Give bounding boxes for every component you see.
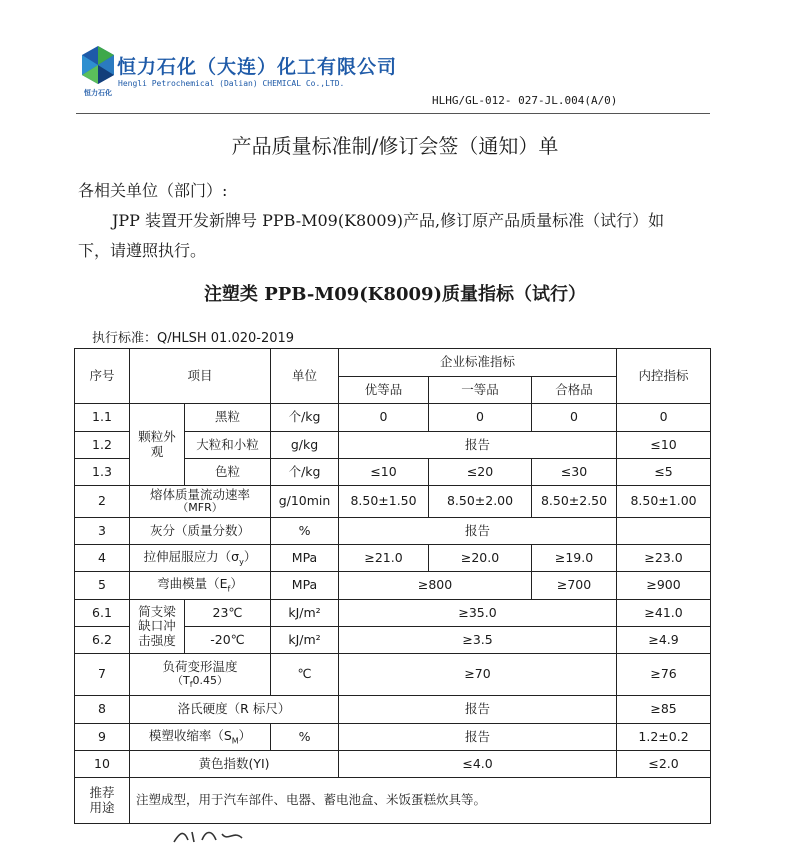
cell-internal: ≥23.0 [617,545,711,572]
logo-small-text: 恒力石化 [84,89,112,97]
cell-qualified: ≥19.0 [532,545,617,572]
cell-unit: 个/kg [271,459,339,486]
cell-usage-text: 注塑成型，用于汽车部件、电器、蓄电池盒、米饭蛋糕炊具等。 [130,778,711,824]
table-row [75,486,711,518]
cell-no: 9 [75,724,130,751]
item-subscript: y [239,557,244,567]
quality-table [74,348,711,824]
cell-no: 6.1 [75,600,130,627]
cell-unit: kJ/m² [271,627,339,654]
item-line-1: 熔体质量流动速率 [150,486,251,502]
header-first: 一等品 [429,377,532,404]
greeting: 各相关单位（部门）: [78,181,228,200]
cell-temp: 23℃ [185,600,271,627]
cell-first: 8.50±2.00 [429,486,532,518]
handwritten-signature [172,828,252,844]
item-text: 拉伸屈服应力（σ [143,548,240,564]
item-text-end: ） [238,727,252,743]
table-row [75,696,711,724]
cell-unit: g/kg [271,432,339,459]
cell-unit: g/10min [271,486,339,518]
cell-enterprise: ≥35.0 [339,600,617,627]
cell-enterprise: 报告 [339,696,617,724]
cell-enterprise: 报告 [339,432,617,459]
cell-usage-label [75,778,130,824]
cell-superior: 0 [339,404,429,432]
cell-item: 灰分（质量分数） [130,518,271,545]
cell-group [130,600,185,654]
cell-superior: ≤10 [339,459,429,486]
cell-internal: 1.2±0.2 [617,724,711,751]
cell-no: 5 [75,572,130,600]
page-title: 产品质量标准制/修订会签（通知）单 [231,134,559,158]
cell-no: 2 [75,486,130,518]
cell-unit: % [271,518,339,545]
cell-no: 7 [75,654,130,696]
item-line-2a: （T [171,673,190,687]
cell-qualified: 8.50±2.50 [532,486,617,518]
cell-internal: 0 [617,404,711,432]
cell-unit: 个/kg [271,404,339,432]
header-enterprise: 企业标准指标 [339,349,617,377]
cell-first: 0 [429,404,532,432]
table-row [75,518,711,545]
company-name-en: Hengli Petrochemical (Dalian) CHEMICAL Co.,LTD. [118,79,345,88]
table-row [75,572,711,600]
table-row [75,404,711,432]
company-name-cn: 恒力石化（大连）化工有限公司 [117,56,398,78]
cell-group [130,404,185,486]
cell-qualified: ≤30 [532,459,617,486]
cell-internal: ≥41.0 [617,600,711,627]
cell-no: 1.2 [75,432,130,459]
table-row [75,724,711,751]
cell-internal: 8.50±1.00 [617,486,711,518]
item-line-2 [130,675,270,689]
cell-item: 黄色指数(YI) [130,751,339,778]
table-row [75,751,711,778]
cell-enterprise: 报告 [339,518,617,545]
cell-enterprise: ≥70 [339,654,617,696]
cell-unit: ℃ [271,654,339,696]
cell-first: ≤20 [429,459,532,486]
item-text: 弯曲模量（E [157,576,228,592]
cell-no: 1.3 [75,459,130,486]
cell-internal: ≥85 [617,696,711,724]
cell-qualified: 0 [532,404,617,432]
cell-item: 色粒 [185,459,271,486]
item-line-2b: 0.45） [192,673,229,687]
cell-unit: MPa [271,545,339,572]
cell-no: 8 [75,696,130,724]
table-row [75,654,711,696]
cell-temp: -20℃ [185,627,271,654]
cell-internal: ≤2.0 [617,751,711,778]
header-superior: 优等品 [339,377,429,404]
table-row [75,600,711,627]
group-label: 简支梁缺口冲击强度 [138,603,176,648]
cell-enterprise: ≥3.5 [339,627,617,654]
item-text-end: ） [243,548,257,564]
header-unit: 单位 [271,349,339,404]
cell-item [130,486,271,518]
cell-no: 1.1 [75,404,130,432]
cell-internal [617,518,711,545]
cell-item: 大粒和小粒 [185,432,271,459]
cell-superior-first: ≥800 [339,572,532,600]
cell-no: 10 [75,751,130,778]
cell-first: ≥20.0 [429,545,532,572]
item-subscript: f [189,679,193,689]
cell-item [130,654,271,696]
item-text-end: ） [230,576,243,592]
cell-enterprise: 报告 [339,724,617,751]
cell-item [130,724,271,751]
header-divider [76,113,710,114]
cell-item: 黑粒 [185,404,271,432]
table-row [75,545,711,572]
cell-item: 洛氏硬度（R 标尺） [130,696,339,724]
item-subscript: f [227,584,231,594]
cell-superior: 8.50±1.50 [339,486,429,518]
usage-label: 推荐用途 [89,785,115,815]
cell-unit: kJ/m² [271,600,339,627]
cell-superior: ≥21.0 [339,545,429,572]
cell-no: 6.2 [75,627,130,654]
body-line-1: JPP 装置开发新牌号 PPB-M09(K8009)产品,修订原产品质量标准（试行）如 [112,211,665,230]
standard-number: 执行标准：Q/HLSH 01.020-2019 [92,331,295,346]
item-subscript: M [231,736,239,746]
cell-item [130,545,271,572]
cell-internal: ≤10 [617,432,711,459]
header-qualified: 合格品 [532,377,617,404]
cell-unit: MPa [271,572,339,600]
cell-internal: ≥76 [617,654,711,696]
cell-enterprise: ≤4.0 [339,751,617,778]
item-line-2: （MFR） [177,501,223,515]
group-label: 颗粒外观 [138,429,176,459]
item-line-1: 负荷变形温度 [162,659,238,675]
header-no: 序号 [75,349,130,404]
header-item: 项目 [130,349,271,404]
cell-unit: % [271,724,339,751]
table-title: 注塑类 PPB-M09(K8009)质量指标（试行） [203,284,587,305]
company-logo-icon [80,44,116,88]
header-internal: 内控指标 [617,349,711,404]
table-row-usage [75,778,711,824]
item-text: 模塑收缩率（S [148,727,232,743]
cell-internal: ≥4.9 [617,627,711,654]
document-code: HLHG/GL-012- 027-JL.004(A/0) [432,94,618,107]
cell-internal: ≥900 [617,572,711,600]
table-header-row [75,349,711,377]
cell-internal: ≤5 [617,459,711,486]
cell-no: 3 [75,518,130,545]
cell-qualified: ≥700 [532,572,617,600]
cell-no: 4 [75,545,130,572]
cell-item [130,572,271,600]
body-line-2: 下，请遵照执行。 [78,241,207,260]
